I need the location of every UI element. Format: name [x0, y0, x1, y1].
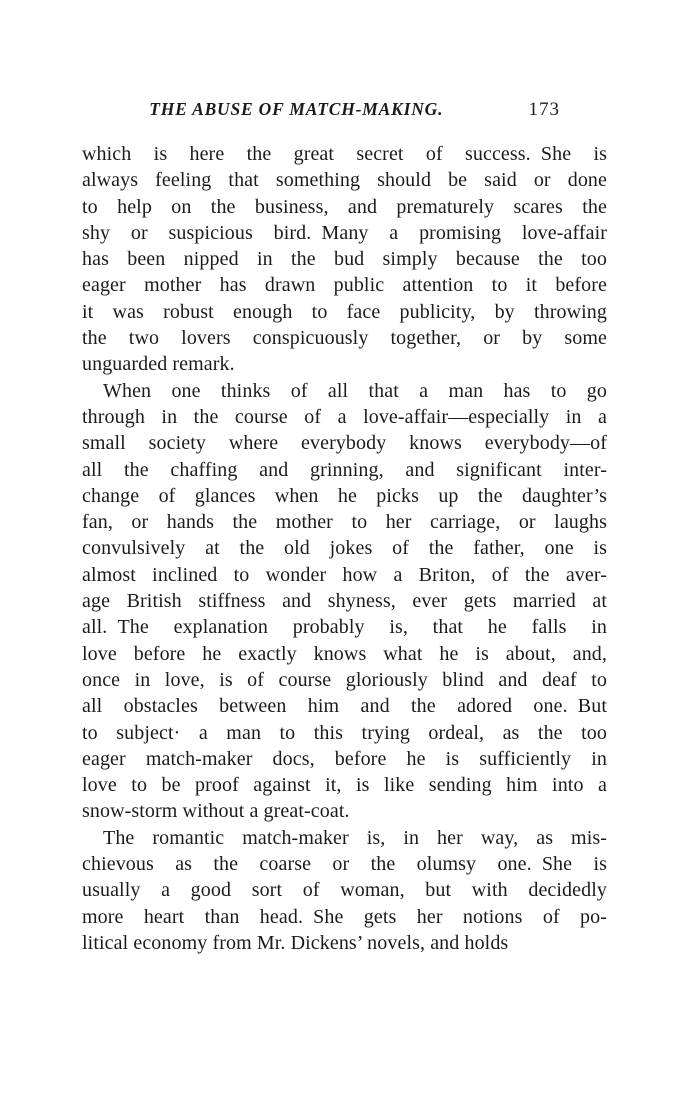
paragraph [82, 378, 607, 825]
text-line: snow-storm without a great-coat. [82, 800, 350, 823]
paragraph [82, 825, 607, 956]
text-line: almost inclined to wonder how a Briton, of the aver- [82, 563, 607, 586]
text-line: love to be proof against it, is like sending him into a [82, 774, 607, 797]
page-body [82, 141, 607, 956]
text-line: to help on the business, and prematurely scares the [82, 195, 607, 218]
text-line: the two lovers conspicuously together, or by some [82, 327, 607, 350]
running-header [82, 99, 560, 121]
text-line: When one thinks of all that a man has to go [103, 379, 607, 402]
text-line: fan, or hands the mother to her carriage, or laughs [82, 511, 607, 534]
paragraph [82, 141, 607, 378]
text-line: once in love, is of course gloriously blind and deaf to [82, 668, 607, 691]
text-line: age British stiffness and shyness, ever gets married at [82, 590, 607, 613]
text-line: through in the course of a love-affair—especially in a [82, 405, 607, 428]
text-line: more heart than head. She gets her notions of po- [82, 905, 607, 928]
text-line: love before he exactly knows what he is about, and, [82, 642, 607, 665]
text-line: The romantic match-maker is, in her way, as mis- [103, 826, 607, 849]
text-line: change of glances when he picks up the daughter’s [82, 484, 607, 507]
text-line: always feeling that something should be said or done [82, 169, 607, 192]
text-line: has been nipped in the bud simply because the too [82, 248, 607, 271]
text-line: eager match-maker docs, before he is sufficiently in [82, 747, 607, 770]
text-line: litical economy from Mr. Dickens’ novels, and holds [82, 931, 509, 954]
text-line: all. The explanation probably is, that he falls in [82, 616, 607, 639]
text-line: all the chaffing and grinning, and significant inter- [82, 458, 607, 481]
text-line: convulsively at the old jokes of the father, one is [82, 537, 607, 560]
text-line: chievous as the coarse or the olumsy one. She is [82, 853, 607, 876]
text-line: eager mother has drawn public attention to it before [82, 274, 607, 297]
text-line: to subject· a man to this trying ordeal, as the too [82, 721, 607, 744]
running-title: THE ABUSE OF MATCH-MAKING. [149, 99, 444, 119]
text-line: usually a good sort of woman, but with decidedly [82, 879, 607, 902]
text-line: unguarded remark. [82, 353, 235, 376]
text-line: which is here the great secret of success. She is [82, 143, 607, 165]
page-number: 173 [528, 99, 560, 120]
text-line: it was robust enough to face publicity, by throwing [82, 300, 607, 323]
text-line: shy or suspicious bird. Many a promising love-affair [82, 221, 607, 244]
text-line: all obstacles between him and the adored one. But [82, 695, 607, 718]
text-line: small society where everybody knows everybody—of [82, 432, 607, 455]
